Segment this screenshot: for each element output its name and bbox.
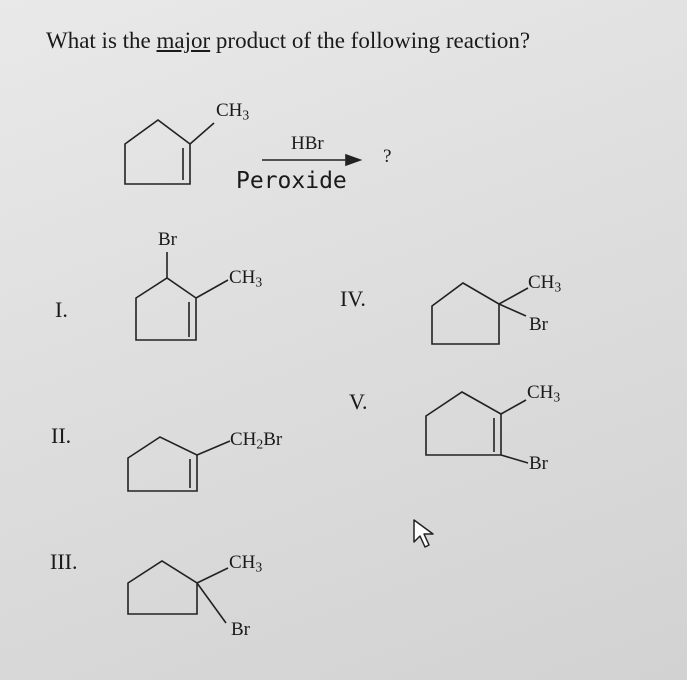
structure-option-4 [432, 283, 528, 344]
reactant-methyl-label: $CH_3$ [216, 100, 250, 123]
option-1-label: I. [55, 297, 68, 322]
option-3-methyl-label: $CH_3$ [229, 552, 263, 575]
reaction-arrow [262, 155, 360, 165]
structure-option-2 [128, 437, 230, 491]
major-emphasis: major [156, 28, 211, 53]
structure-option-1 [136, 252, 228, 340]
condition-label: Peroxide [236, 168, 347, 194]
question-text: What is the major product of the following reaction? [46, 28, 531, 53]
option-5-br-label: Br [529, 453, 548, 474]
option-4-label: IV. [340, 286, 366, 311]
option-4-br-label: Br [529, 314, 548, 335]
option-1-methyl-label: $CH_3$ [229, 267, 263, 290]
option-2-ch2br-label: $CH_2Br$ [230, 429, 283, 452]
option-3-br-label: Br [231, 619, 250, 640]
option-4-methyl-label: $CH_3$ [528, 272, 562, 295]
mouse-pointer-icon [412, 518, 440, 555]
reactant-structure [125, 120, 214, 184]
structure-option-5 [426, 392, 528, 463]
option-3-label: III. [50, 549, 78, 574]
option-1-br-label: Br [158, 229, 177, 250]
option-2-label: II. [51, 423, 72, 448]
option-5-methyl-label: $CH_3$ [527, 382, 561, 405]
reagent-label: HBr [291, 133, 324, 154]
option-5-label: V. [349, 389, 368, 414]
structure-option-3 [128, 561, 228, 623]
product-unknown: ? [383, 146, 392, 167]
